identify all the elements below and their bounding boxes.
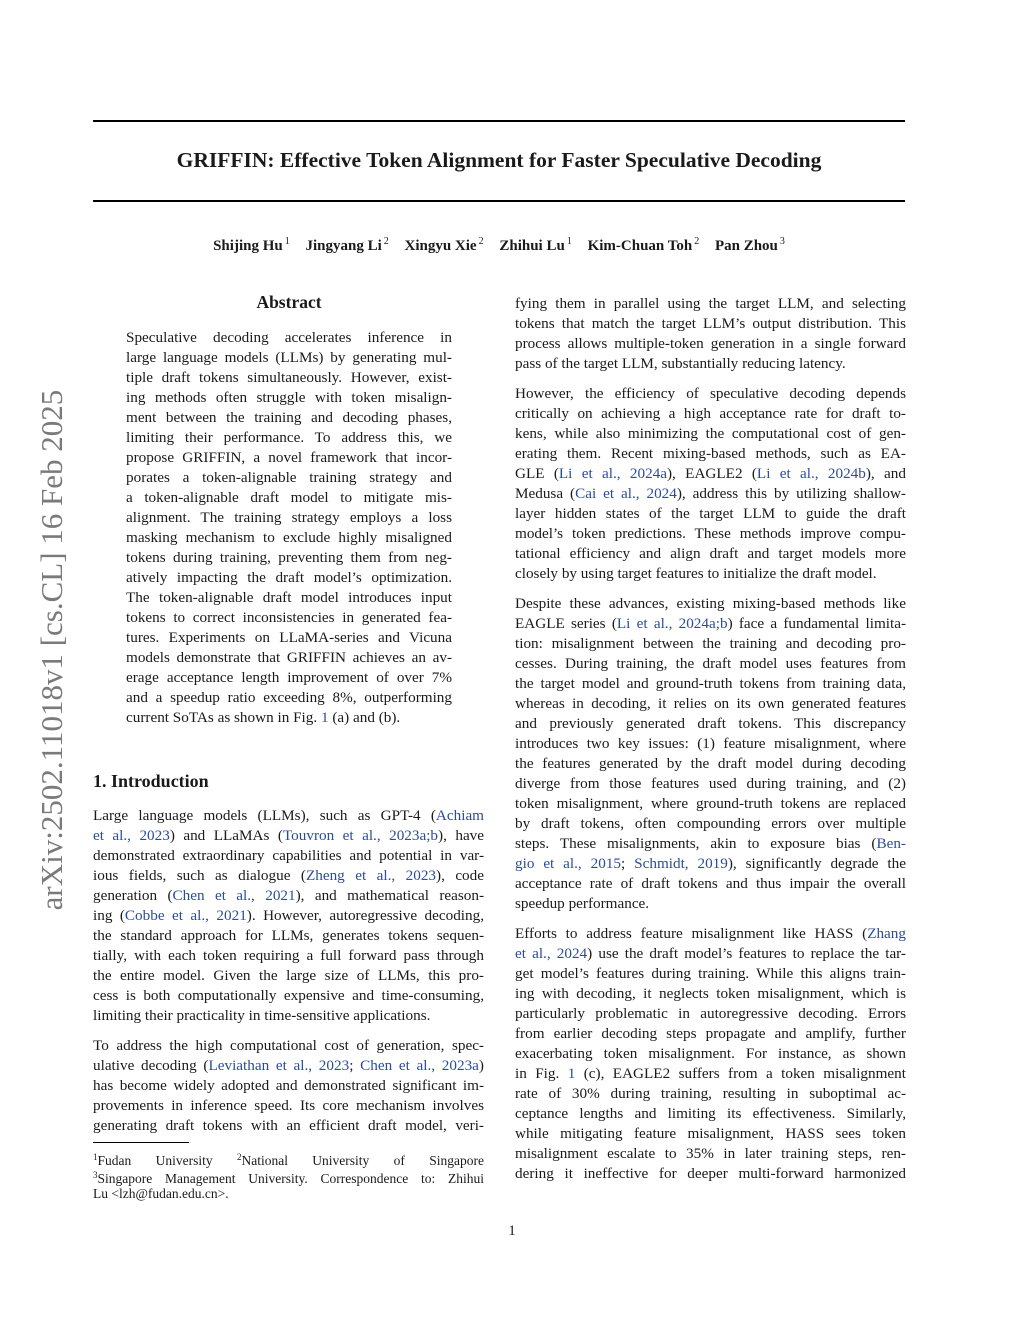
text-line: and a speedup ratio exceeding 8%, outperforming — [126, 689, 452, 706]
text-line: ious fields, such as dialogue (Zheng et al., 2023), code — [93, 867, 484, 884]
author: Jingyang Li $^2$ — [305, 236, 389, 254]
text-line: current SoTAs as shown in Fig. 1 (a) and (b). — [126, 709, 401, 726]
text-line: the target model and ground-truth tokens from training data, — [515, 675, 906, 692]
text-line: generating draft tokens with an efficient draft model, veri- — [93, 1117, 484, 1134]
title-rule-top — [93, 120, 905, 122]
text-line: token misalignment, where ground-truth tokens are replaced — [515, 795, 906, 812]
text-line: pass of the target LLM, substantially reducing latency. — [515, 355, 846, 372]
text-line: erage acceptance length improvement of over 7% — [126, 669, 452, 686]
text-line: GLE (Li et al., 2024a), EAGLE2 (Li et al., 2024b), and — [515, 465, 906, 482]
text-line: et al., 2024) use the draft model’s features to replace the tar- — [515, 945, 906, 962]
text-line: models demonstrate that GRIFFIN achieves an av- — [126, 649, 452, 666]
text-line: by draft tokens, often compounding errors over multiple — [515, 815, 906, 832]
text-line: Large language models (LLMs), such as GPT-4 (Achiam — [93, 807, 484, 824]
citation-link[interactable]: Zheng et al., 2023 — [305, 867, 437, 884]
footnote-rule — [93, 1142, 189, 1143]
footnote-line: Lu <lzh@fudan.edu.cn>. — [93, 1186, 229, 1201]
text-line: the features generated by the draft model during decoding — [515, 755, 906, 772]
citation-link[interactable]: et al., 2024 — [515, 945, 588, 962]
text-line: misalignment escalate to 35% in later training steps, ren- — [515, 1145, 906, 1162]
text-line: ment between the training and decoding phases, — [126, 409, 452, 426]
title-rule-bottom — [93, 200, 905, 202]
text-line: masking mechanism to exclude highly misaligned — [126, 529, 452, 546]
page-number: 1 — [508, 1223, 516, 1239]
text-line: tokens to correct inconsistencies in generated fea- — [126, 609, 452, 626]
section-heading-introduction: 1. Introduction — [93, 771, 209, 791]
text-line: demonstrated extraordinary capabilities and potential in var- — [93, 847, 484, 864]
text-line: tokens during training, preventing them from neg- — [126, 549, 452, 566]
citation-link[interactable]: 1 — [567, 1065, 576, 1082]
text-line: Despite these advances, existing mixing-based methods like — [515, 595, 906, 612]
text-line: gio et al., 2015; Schmidt, 2019), significantly degrade the — [515, 855, 906, 872]
text-line: has become widely adopted and demonstrated significant im- — [93, 1077, 484, 1094]
footnote-line: $^3$Singapore Management University. Correspondence to: Zhihui — [93, 1170, 484, 1186]
author: Pan Zhou $^3$ — [714, 236, 785, 254]
citation-link[interactable]: Leviathan et al., 2023 — [208, 1057, 350, 1074]
text-line: atively impacting the draft model’s optimization. — [126, 569, 452, 586]
citation-link[interactable]: Touvron et al., 2023a;b — [282, 827, 439, 844]
text-line: a token-alignable draft model to mitigate mis- — [126, 489, 452, 506]
text-line: ing (Cobbe et al., 2021). However, autoregressive decoding, — [93, 907, 485, 924]
text-line: steps. These misalignments, akin to exposure bias (Ben- — [515, 835, 906, 852]
text-line: process allows multiple-token generation in a single forward — [515, 335, 906, 352]
text-line: and previously generated draft tokens. This discrepancy — [515, 715, 906, 732]
text-line: tokens that match the target LLM’s output distribution. This — [515, 315, 906, 332]
citation-link[interactable]: Schmidt, 2019 — [634, 855, 728, 872]
text-line: large language models (LLMs) by generating mul- — [126, 349, 452, 366]
abstract-heading: Abstract — [256, 292, 322, 312]
text-line: The token-alignable draft model introduces input — [126, 589, 452, 606]
citation-link[interactable]: Chen et al., 2023a — [360, 1057, 479, 1074]
citation-link[interactable]: Ben- — [876, 835, 906, 852]
text-line: Speculative decoding accelerates inference in — [126, 329, 452, 346]
author: Shijing Hu $^1$ — [213, 236, 290, 254]
text-line: tures. Experiments on LLaMA-series and Vicuna — [126, 629, 452, 646]
text-line: dering it ineffective for deeper multi-forward harmonized — [515, 1165, 906, 1182]
text-line: ing with decoding, it neglects token misalignment, which is — [515, 985, 906, 1002]
text-line: generation (Chen et al., 2021), and mathematical reason- — [93, 887, 485, 904]
author: Kim-Chuan Toh $^2$ — [587, 236, 700, 254]
text-line: introduces two key issues: (1) feature misalignment, where — [515, 735, 906, 752]
footnote-line: $^1$Fudan University $^2$National University of Singapore — [93, 1152, 484, 1168]
citation-link[interactable]: Li et al., 2024a — [558, 465, 667, 482]
author-list — [93, 236, 905, 255]
text-line: propose GRIFFIN, a novel framework that incor- — [126, 449, 452, 466]
text-line: acceptance rate of draft tokens and thus impair the overall — [515, 875, 906, 892]
text-line: in Fig. 1 (c), EAGLE2 suffers from a token misalignment — [515, 1065, 906, 1082]
text-line: Medusa (Cai et al., 2024), address this by utilizing shallow- — [515, 485, 906, 502]
text-line: cesses. During training, the draft model uses features from — [515, 655, 906, 672]
text-line: exacerbating token misalignment. For instance, as shown — [515, 1045, 906, 1062]
text-line: particularly problematic in autoregressive decoding. Errors — [515, 1005, 906, 1022]
text-line: To address the high computational cost of generation, spec- — [93, 1037, 484, 1054]
text-line: alignment. The training strategy employs a loss — [126, 509, 452, 526]
citation-link[interactable]: 1 — [320, 709, 329, 726]
text-line: get model’s features during training. While this aligns train- — [515, 965, 906, 982]
text-line: from earlier decoding steps propagate and amplify, further — [515, 1025, 906, 1042]
text-line: limiting their practicality in time-sensitive applications. — [93, 1007, 431, 1024]
arxiv-side-label: arXiv:2502.11018v1 [cs.CL] 16 Feb 2025 — [34, 389, 69, 911]
citation-link[interactable]: Cobbe et al., 2021 — [124, 907, 247, 924]
text-line: porates a token-alignable training strategy and — [126, 469, 452, 486]
text-line: the standard approach for LLMs, generates tokens sequen- — [93, 927, 484, 944]
text-line: cess is both computationally expensive and time-consuming, — [93, 987, 484, 1004]
author: Zhihui Lu $^1$ — [499, 236, 572, 254]
text-line: et al., 2023) and LLaMAs (Touvron et al., 2023a;b), have — [93, 827, 485, 844]
citation-link[interactable]: Achiam — [435, 807, 484, 824]
citation-link[interactable]: Zhang — [867, 925, 906, 942]
text-line: diverge from those features used during training, and (2) — [515, 775, 906, 792]
text-line: closely by using target features to initialize the draft model. — [515, 565, 877, 582]
citation-link[interactable]: gio et al., 2015 — [515, 855, 622, 872]
text-line: tiple draft tokens simultaneously. However, exist- — [126, 369, 452, 386]
text-line: However, the efficiency of speculative decoding depends — [515, 385, 906, 402]
text-line: whereas in decoding, it relies on its own generated features — [515, 695, 906, 712]
text-line: ulative decoding (Leviathan et al., 2023; Chen et al., 2023a) — [93, 1057, 484, 1074]
text-line: while mitigating feature misalignment, HASS sees token — [515, 1125, 906, 1142]
paper-title: GRIFFIN: Effective Token Alignment for Faster Speculative Decoding — [176, 148, 822, 172]
text-line: tational efficiency and align draft and target models more — [515, 545, 906, 562]
text-line: ing methods often struggle with token misalign- — [126, 389, 452, 406]
text-line: provements in inference speed. Its core mechanism involves — [93, 1097, 484, 1114]
citation-link[interactable]: Li et al., 2024b — [756, 465, 866, 482]
author: Xingyu Xie $^2$ — [404, 236, 484, 254]
text-line: tially, with each token requiring a full forward pass through — [93, 947, 484, 964]
text-line: fying them in parallel using the target LLM, and selecting — [515, 295, 906, 312]
citation-link[interactable]: Li et al., 2024a;b — [616, 615, 728, 632]
text-line: tion: misalignment between the training and decoding pro- — [515, 635, 906, 652]
citation-link[interactable]: Cai et al., 2024 — [575, 485, 677, 502]
text-line: model’s token predictions. These methods improve compu- — [515, 525, 906, 542]
text-line: rate of 30% during training, resulting in suboptimal ac- — [515, 1085, 906, 1102]
text-line: the entire model. Given the large size of LLMs, this pro- — [93, 967, 484, 984]
text-line: speedup performance. — [515, 895, 650, 912]
text-line: limiting their performance. To address this, we — [126, 429, 452, 446]
text-line: EAGLE series (Li et al., 2024a;b) face a fundamental limita- — [515, 615, 906, 632]
text-line: critically on achieving a high acceptance rate for draft to- — [515, 405, 906, 422]
citation-link[interactable]: et al., 2023 — [93, 827, 170, 844]
text-line: erating them. Recent mixing-based methods, such as EA- — [515, 445, 906, 462]
citation-link[interactable]: Chen et al., 2021 — [172, 887, 296, 904]
text-line: kens, while also minimizing the computational cost of gen- — [515, 425, 906, 442]
text-line: layer hidden states of the target LLM to guide the draft — [515, 505, 906, 522]
text-line: ceptance lengths and limiting its effectiveness. Similarly, — [515, 1105, 906, 1122]
text-line: Efforts to address feature misalignment like HASS (Zhang — [515, 925, 906, 942]
